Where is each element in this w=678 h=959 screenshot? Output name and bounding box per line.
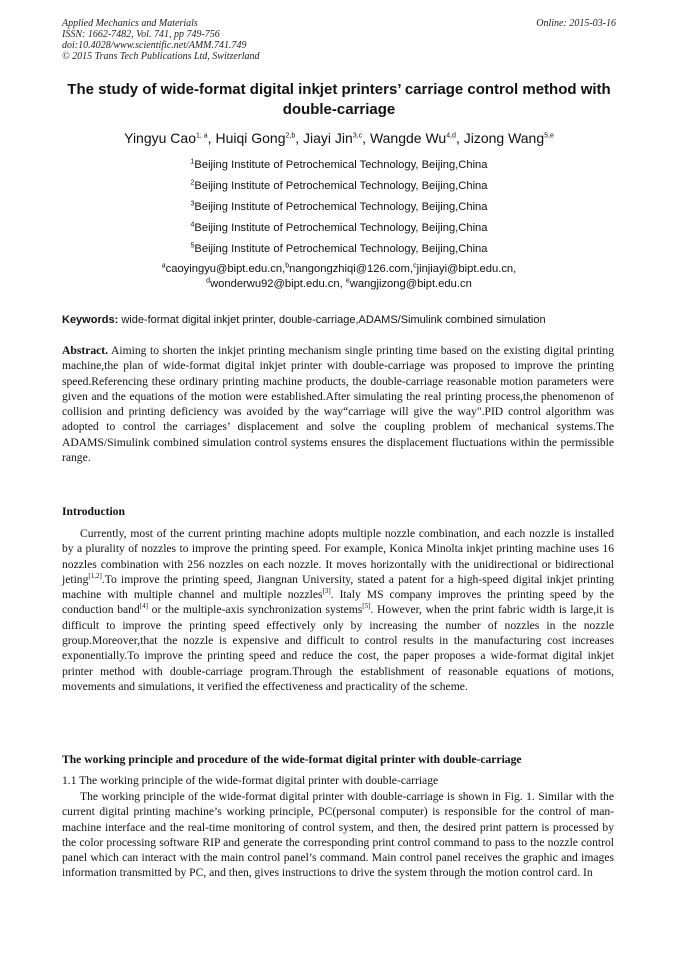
author-sup: 3,c [352, 132, 363, 140]
abstract-text: Aiming to shorten the inkjet printing mechanism single printing time based on the existing digital printing machine,the plan of wide-format digital inkjet printer with double-carriage was proposed to improve the printing speed.Referencing these ordinary printing machine products, the double-carriage reasonable motion parameters were given and the equations of the motion were established.After simulating the real printing process,the phenomenon of collision and printing deficiency was avoided by the way“carriage will give the way".PID control algorithm was adopted to control the carriages’ displacement and solve the coupling problem of mechanical systems.The ADAMS/Simulink combined simulation control systems ensures the displacement fluctuations within the permissible range. [62, 344, 614, 465]
citation: [5] [362, 602, 371, 611]
section-heading: The working principle and procedure of the wide-format digital printer with double-carriage [62, 753, 522, 766]
email-address: wonderwu92@bipt.edu.cn [210, 278, 340, 290]
citation: [1,2] [88, 572, 102, 581]
affiliation-line [40, 239, 638, 260]
email-line-1: $^a$caoyingyu@bipt.edu.cn,$^b$nangongzhiqi@126.com,$^c$jinjiayi@bipt.edu.cn, [161, 262, 517, 275]
subsection-heading: 1.1 The working principle of the wide-format digital printer with double-carriage [62, 774, 439, 787]
affiliation-text: Beijing Institute of Petrochemical Technology, Beijing,China [194, 222, 488, 234]
email-sup: a [161, 262, 166, 270]
affiliation-text: Beijing Institute of Petrochemical Technology, Beijing,China [194, 243, 488, 255]
issn-line: ISSN: 1662-7482, Vol. 741, pp 749-756 [62, 29, 220, 40]
author-name: Huiqi Gong [215, 130, 286, 146]
section-body [62, 789, 614, 881]
author-list: Yingyu Cao$^{1, a}$, Huiqi Gong$^{2,b}$, Jiayi Jin$^{3,c}$, Wangde Wu$^{4,d}$, Jizong Wang$^{5,e}$ [124, 130, 554, 146]
abstract-label: Abstract. [62, 344, 109, 357]
copyright-line: © 2015 Trans Tech Publications Ltd, Switzerland [62, 51, 260, 62]
intro-text: .To improve the printing speed, Jiangnan University, stated a patent for a high-speed digital inkjet printing machine with multiple channel and multiple nozzles [62, 572, 614, 602]
author-name: Jizong Wang [463, 130, 545, 146]
intro-text: . However, when the print fabric width is large,it is difficult to improve the printing speed effectively only by increasing the number of nozzles in the nozzle group.Moreover,that the nozzle is expensive and difficult to control results in the manufacturing cost increases exponentially.To improve the printing speed and reduce the cost, the paper proposes a wide-format digital inkjet printer method with double-carriage program.Through the establishment of reasonable equations of motions, movements and simulations, it verified the effectiveness and practicality of the scheme. [62, 603, 614, 693]
email-address: wangjizong@bipt.edu.cn [349, 278, 472, 290]
email-sup: b [285, 262, 290, 270]
introduction-body [62, 526, 614, 694]
keywords-text: wide-format digital inkjet printer, double-carriage,ADAMS/Simulink combined simulation [121, 314, 546, 326]
intro-text: . Italy MS company improves the printing speed by the conduction band [62, 588, 614, 617]
author-sup: 5,e [544, 132, 554, 140]
keywords [62, 313, 622, 327]
affiliation-line [40, 197, 638, 218]
email-address: nangongzhiqi@126.com [289, 263, 410, 275]
email-list [40, 262, 638, 292]
email-sup: c [413, 262, 417, 270]
section-paragraph: The working principle of the wide-format digital printer with double-carriage is shown in Fig. 1. Similar with the current digital printing machine’s working principle, PC(personal computer) is responsible for the control of man-machine interface and the real-time monitoring of control system, and then, the desired print pattern is processed by the color processing software RIP and generate the corresponding print control command to pass to the nozzle control panel which can interact with the main control panel’s command. Main control panel receives the graphic and images information transmitted by PC, and then, gives instructions to drive the system through the motion control card. In [62, 790, 614, 880]
author-name: Yingyu Cao [124, 130, 196, 146]
introduction-heading: Introduction [62, 505, 125, 518]
affiliation-line [40, 176, 638, 197]
affiliation-line [40, 155, 638, 176]
introduction-paragraph [62, 526, 614, 694]
journal-header [62, 18, 260, 62]
journal-name: Applied Mechanics and Materials [62, 18, 198, 29]
keywords-label: Keywords: [62, 314, 119, 326]
affiliation-text: Beijing Institute of Petrochemical Technology, Beijing,China [194, 159, 488, 171]
affiliation-line [40, 218, 638, 239]
affiliation-sup: 5 [190, 242, 195, 250]
affiliation-list [40, 155, 638, 260]
online-date: Online: 2015-03-16 [536, 18, 616, 29]
email-sup: d [206, 277, 211, 285]
email-sup: e [345, 277, 350, 285]
author-sup: 1, a [195, 132, 208, 140]
citation: [3] [322, 587, 331, 596]
doi-line: doi:10.4028/www.scientific.net/AMM.741.749 [62, 40, 247, 51]
email-address: jinjiayi@bipt.edu.cn [416, 263, 514, 275]
affiliation-text: Beijing Institute of Petrochemical Technology, Beijing,China [194, 180, 488, 192]
email-line-2: $^d$wonderwu92@bipt.edu.cn, $^e$wangjizong@bipt.edu.cn [206, 277, 472, 290]
abstract [62, 343, 614, 465]
author-name: Jiayi Jin [303, 130, 353, 146]
author-sup: 2,b [285, 132, 296, 140]
affiliation-text: Beijing Institute of Petrochemical Technology, Beijing,China [194, 201, 488, 213]
affiliation-sup: 1 [190, 158, 195, 166]
email-address: caoyingyu@bipt.edu.cn [165, 263, 283, 275]
citation: [4] [139, 602, 148, 611]
affiliation-sup: 3 [190, 200, 195, 208]
affiliation-sup: 4 [190, 221, 195, 229]
author-sup: 4,d [446, 132, 456, 140]
intro-text: Currently, most of the current printing machine adopts multiple nozzle combination, and each nozzle is installed by a plurality of nozzles to improve the printing speed. For example, Konica Minolta inkjet printing machine uses 16 nozzles combination with 256 nozzles on each nozzle. It moves horizontally with the unidirectional or bidirectional jeting [62, 527, 614, 586]
author-name: Wangde Wu [369, 130, 447, 146]
paper-title: The study of wide-format digital inkjet printers’ carriage control method with double-carriage [67, 81, 611, 118]
affiliation-sup: 2 [190, 179, 195, 187]
intro-text: or the multiple-axis synchronization systems [147, 603, 363, 617]
